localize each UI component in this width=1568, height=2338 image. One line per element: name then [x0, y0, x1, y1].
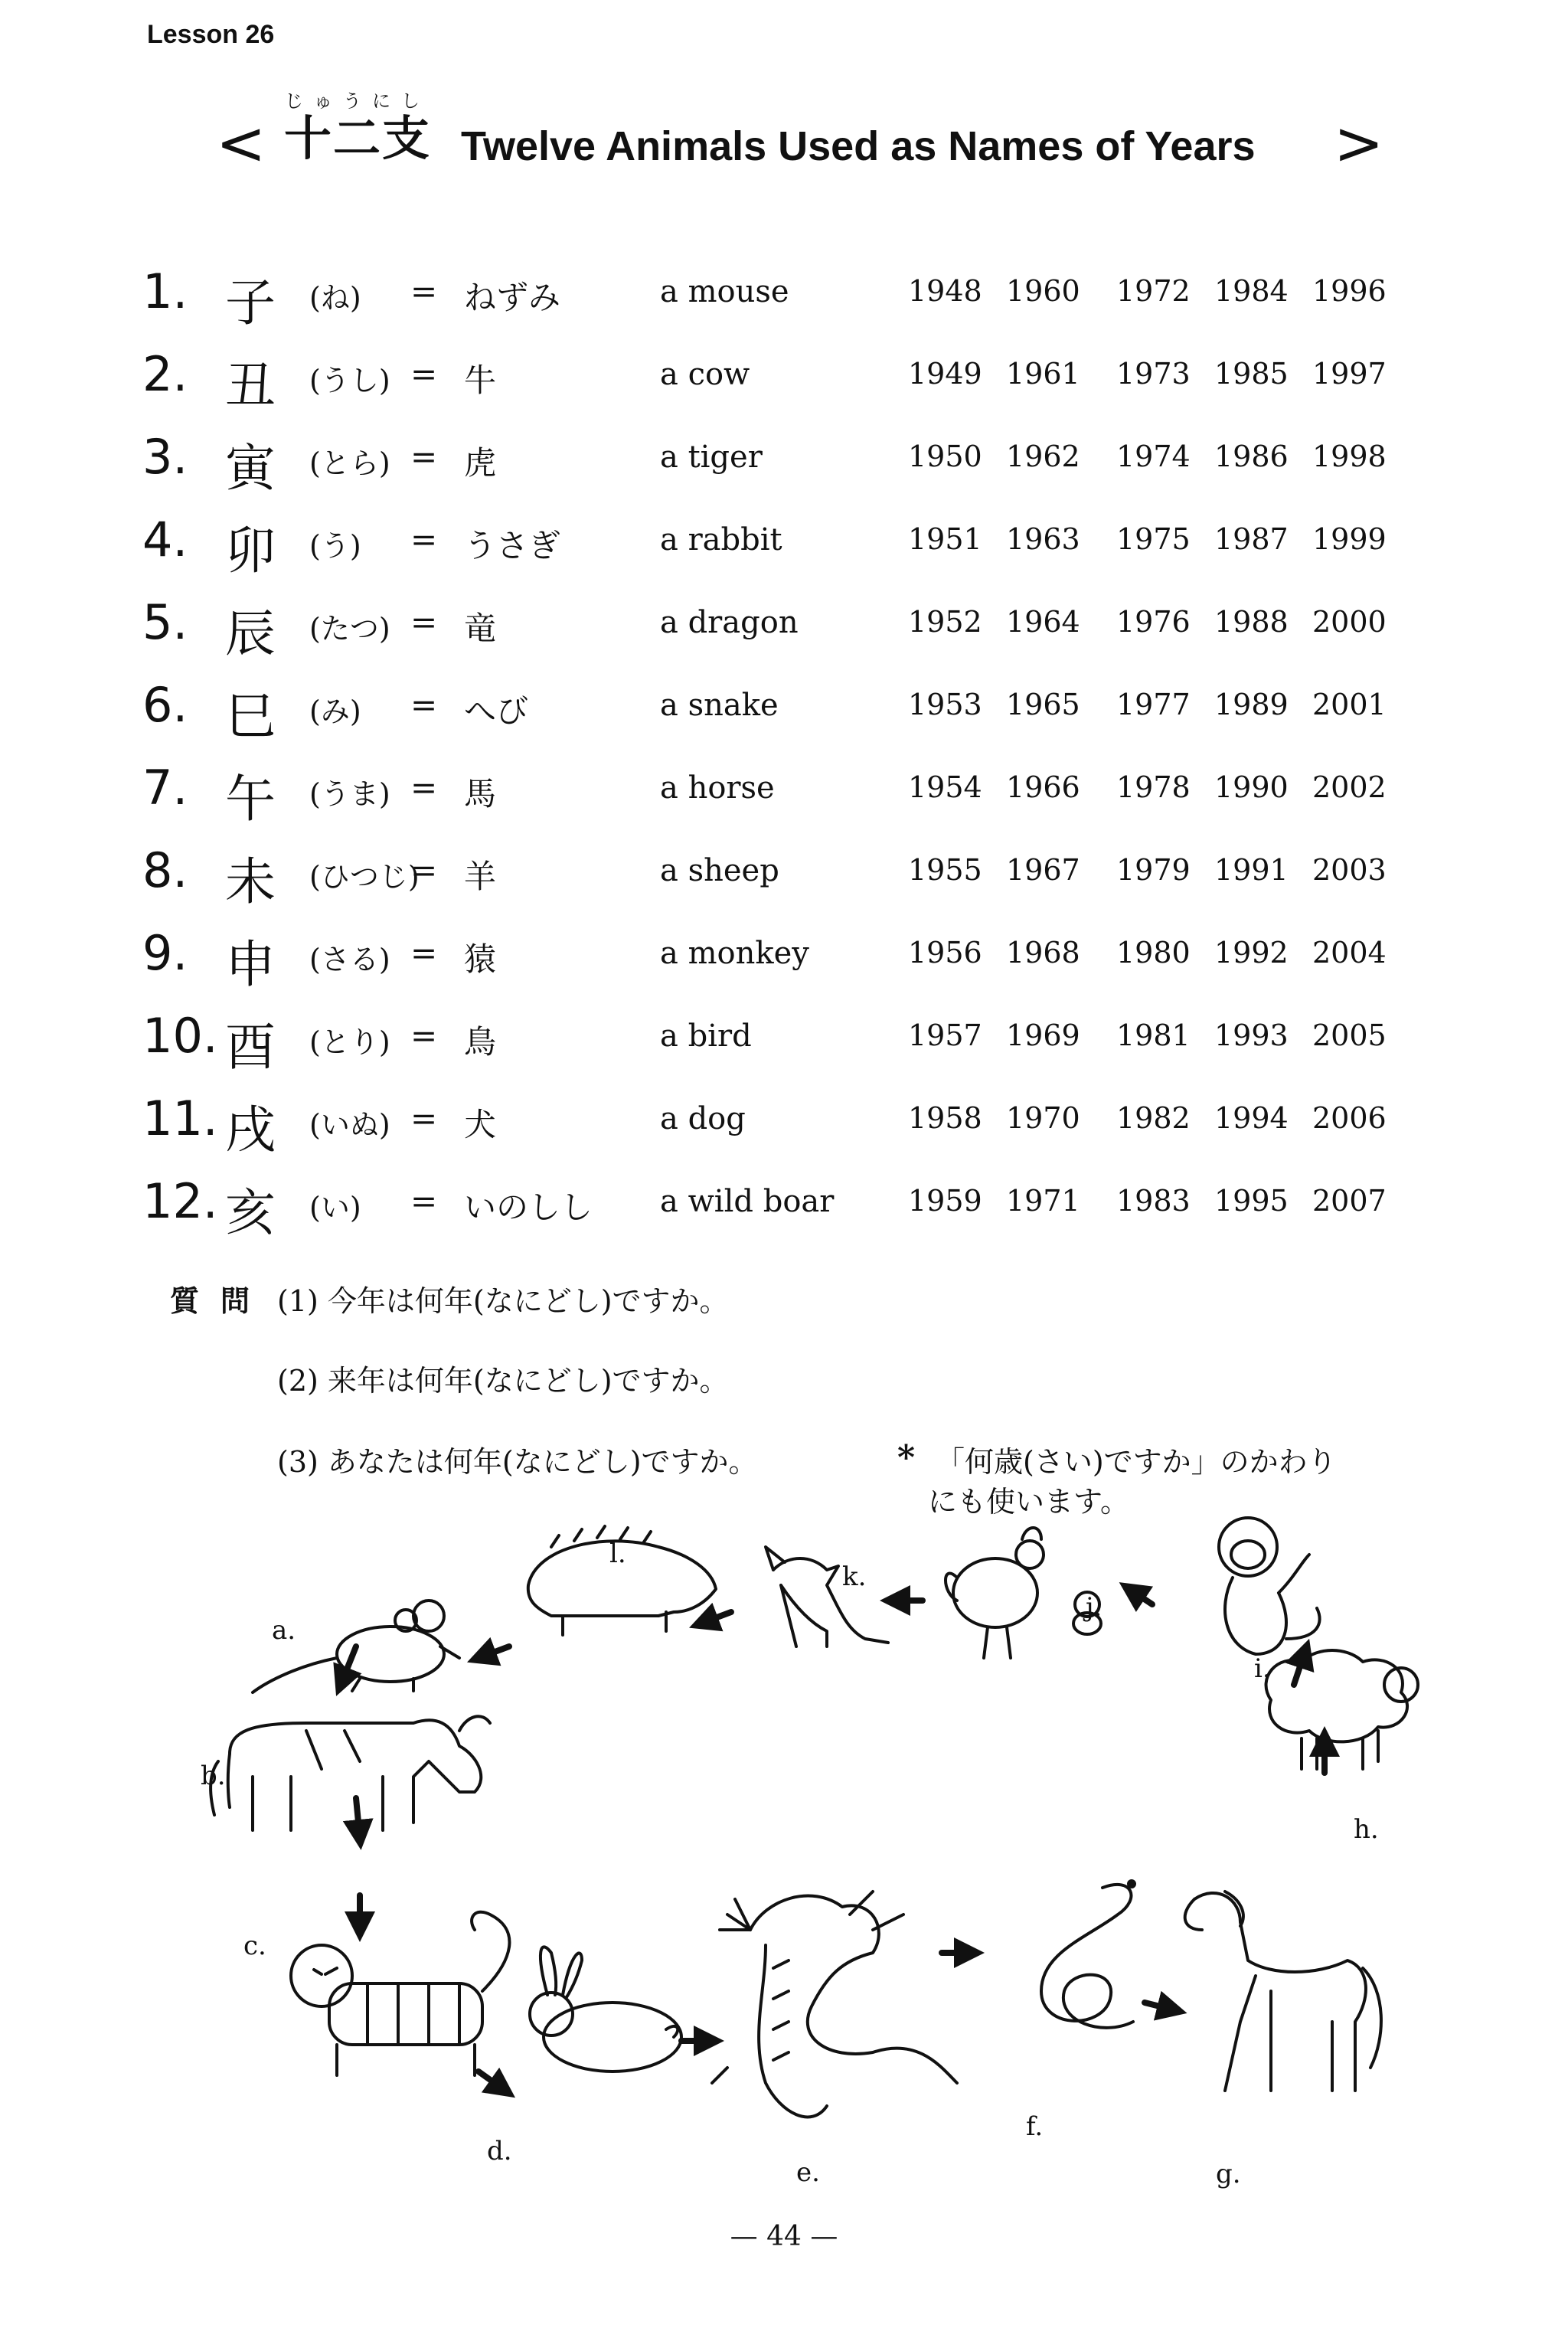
row-number: 5. [142, 594, 188, 650]
illus-label-k: k. [842, 1561, 867, 1592]
table-row [142, 505, 1398, 588]
english-name: a wild boar [660, 1184, 835, 1219]
dragon-drawing [712, 1892, 957, 2117]
year-cell: 1985 [1214, 357, 1289, 391]
year-cell: 1997 [1312, 357, 1387, 391]
year-cell: 2001 [1312, 688, 1387, 721]
kanji-reading: (いぬ) [309, 1108, 390, 1142]
illus-label-f: f. [1026, 2111, 1044, 2142]
horse-drawing [1185, 1892, 1381, 2091]
zodiac-kanji: 巳 [225, 687, 276, 746]
kanji-reading: (み) [309, 695, 361, 728]
year-cell: 1964 [1006, 605, 1080, 639]
illus-label-g: g. [1216, 2159, 1241, 2189]
row-number: 10. [142, 1008, 218, 1064]
year-cell: 1962 [1006, 440, 1080, 473]
year-cell: 1956 [908, 936, 982, 970]
zodiac-kanji: 戌 [225, 1100, 276, 1159]
english-name: a cow [660, 357, 750, 392]
zodiac-kanji: 卯 [225, 522, 276, 580]
japanese-word: 馬 [464, 775, 497, 813]
equals-sign: = [410, 1100, 438, 1137]
title-bracket-close: > [1334, 110, 1384, 178]
kanji-reading: (さる) [309, 943, 390, 976]
title-japanese [270, 90, 446, 165]
japanese-word: 竜 [464, 610, 497, 647]
row-number: 4. [142, 512, 188, 567]
english-name: a mouse [660, 274, 789, 309]
english-name: a dragon [660, 605, 799, 640]
table-row [142, 423, 1398, 505]
table-row [142, 671, 1398, 754]
year-cell: 1968 [1006, 936, 1080, 970]
zodiac-kanji: 酉 [225, 1018, 276, 1077]
row-number: 7. [142, 760, 188, 816]
zodiac-kanji: 申 [225, 935, 276, 994]
kanji-reading: (う) [309, 529, 361, 563]
japanese-word: 牛 [464, 361, 497, 399]
illus-label-l: l. [609, 1539, 626, 1569]
zodiac-cycle-illustration [0, 1501, 1568, 2206]
year-cell: 1984 [1214, 274, 1289, 308]
year-cell: 1952 [908, 605, 982, 639]
zodiac-table [142, 257, 1398, 1250]
equals-sign: = [410, 769, 438, 806]
english-name: a monkey [660, 936, 809, 971]
year-cell: 1955 [908, 853, 982, 887]
rabbit-drawing [530, 1947, 681, 2072]
row-number: 6. [142, 677, 188, 733]
zodiac-kanji: 丑 [225, 356, 276, 415]
year-cell: 1948 [908, 274, 982, 308]
japanese-word: 羊 [464, 858, 497, 895]
japanese-word: 鳥 [464, 1023, 497, 1061]
zodiac-kanji: 未 [225, 852, 276, 911]
zodiac-kanji: 寅 [225, 439, 276, 498]
illus-label-e: e. [796, 2157, 820, 2188]
japanese-word: へび [464, 692, 529, 730]
snake-drawing [1041, 1881, 1135, 2028]
row-number: 8. [142, 842, 188, 898]
year-cell: 2000 [1312, 605, 1387, 639]
table-row [142, 919, 1398, 1002]
year-cell: 1980 [1116, 936, 1191, 970]
equals-sign: = [410, 1182, 438, 1220]
illus-label-j: j. [1086, 1592, 1102, 1623]
table-row [142, 1002, 1398, 1084]
year-cell: 1988 [1214, 605, 1289, 639]
title-bracket-open: < [216, 110, 266, 178]
dog-drawing [766, 1547, 888, 1646]
english-name: a snake [660, 688, 779, 723]
year-cell: 2005 [1312, 1019, 1387, 1052]
table-row [142, 257, 1398, 340]
year-cell: 1979 [1116, 853, 1191, 887]
english-name: a rabbit [660, 522, 782, 558]
year-cell: 1959 [908, 1184, 982, 1218]
year-cell: 2003 [1312, 853, 1387, 887]
year-cell: 1986 [1214, 440, 1289, 473]
year-cell: 1965 [1006, 688, 1080, 721]
english-name: a tiger [660, 440, 763, 475]
table-row [142, 588, 1398, 671]
year-cell: 1949 [908, 357, 982, 391]
table-row [142, 754, 1398, 836]
zodiac-kanji: 午 [225, 770, 276, 829]
lesson-label: Lesson 26 [147, 20, 275, 49]
year-cell: 1990 [1214, 770, 1289, 804]
monkey-drawing [1219, 1518, 1320, 1654]
title-english: Twelve Animals Used as Names of Years [461, 123, 1256, 169]
english-name: a dog [660, 1101, 746, 1136]
year-cell: 1977 [1116, 688, 1191, 721]
equals-sign: = [410, 438, 438, 476]
row-number: 12. [142, 1173, 218, 1229]
illus-label-c: c. [243, 1931, 266, 1961]
year-cell: 1995 [1214, 1184, 1289, 1218]
zodiac-kanji: 辰 [225, 604, 276, 663]
year-cell: 1957 [908, 1019, 982, 1052]
year-cell: 1963 [1006, 522, 1080, 556]
japanese-word: いのしし [464, 1189, 593, 1226]
year-cell: 1987 [1214, 522, 1289, 556]
illus-label-d: d. [487, 2136, 512, 2166]
year-cell: 1981 [1116, 1019, 1191, 1052]
equals-sign: = [410, 852, 438, 889]
japanese-word: 犬 [464, 1106, 497, 1143]
illus-label-b: b. [201, 1761, 226, 1791]
kanji-reading: (い) [309, 1191, 361, 1225]
title-kanji: 十二支 [283, 110, 431, 166]
illus-label-h: h. [1354, 1814, 1379, 1845]
page-title [216, 90, 1410, 182]
row-number: 3. [142, 429, 188, 485]
year-cell: 1953 [908, 688, 982, 721]
table-row [142, 1167, 1398, 1250]
table-row [142, 836, 1398, 919]
kanji-reading: (とら) [309, 446, 390, 480]
year-cell: 1983 [1116, 1184, 1191, 1218]
year-cell: 1974 [1116, 440, 1191, 473]
equals-sign: = [410, 603, 438, 641]
equals-sign: = [410, 1017, 438, 1055]
row-number: 9. [142, 925, 188, 981]
year-cell: 1960 [1006, 274, 1080, 308]
year-cell: 2006 [1312, 1101, 1387, 1135]
year-cell: 1992 [1214, 936, 1289, 970]
zodiac-kanji: 子 [225, 273, 276, 332]
year-cell: 1961 [1006, 357, 1080, 391]
kanji-reading: (ね) [309, 281, 361, 315]
english-name: a bird [660, 1019, 752, 1054]
kanji-reading: (とり) [309, 1025, 390, 1059]
equals-sign: = [410, 521, 438, 558]
kanji-reading: (ひつじ) [309, 860, 420, 894]
year-cell: 1998 [1312, 440, 1387, 473]
note-line-1: 「何歳(さい)ですか」のかわり [936, 1445, 1337, 1479]
year-cell: 1989 [1214, 688, 1289, 721]
japanese-word: 虎 [464, 444, 497, 482]
equals-sign: = [410, 686, 438, 724]
year-cell: 1978 [1116, 770, 1191, 804]
year-cell: 1971 [1006, 1184, 1080, 1218]
page-number: — 44 — [730, 2221, 838, 2252]
sheep-drawing [1266, 1650, 1418, 1769]
equals-sign: = [410, 273, 438, 310]
japanese-word: 猿 [464, 940, 497, 978]
row-number: 11. [142, 1091, 218, 1146]
question-3: (3) あなたは何年(なにどし)ですか。 [277, 1445, 758, 1479]
cycle-arrows [341, 1589, 1325, 2091]
year-cell: 1969 [1006, 1019, 1080, 1052]
kanji-reading: (たつ) [309, 612, 390, 646]
questions-label: 質問 [170, 1283, 272, 1318]
year-cell: 1976 [1116, 605, 1191, 639]
year-cell: 1991 [1214, 853, 1289, 887]
table-row [142, 1084, 1398, 1167]
year-cell: 1970 [1006, 1101, 1080, 1135]
kanji-reading: (うま) [309, 777, 390, 811]
year-cell: 1950 [908, 440, 982, 473]
equals-sign: = [410, 355, 438, 393]
year-cell: 2004 [1312, 936, 1387, 970]
year-cell: 1999 [1312, 522, 1387, 556]
year-cell: 1972 [1116, 274, 1191, 308]
title-ruby: じゅうにし [285, 90, 430, 112]
row-number: 2. [142, 346, 188, 402]
year-cell: 1958 [908, 1101, 982, 1135]
year-cell: 1966 [1006, 770, 1080, 804]
illus-label-a: a. [272, 1615, 296, 1646]
year-cell: 1975 [1116, 522, 1191, 556]
english-name: a horse [660, 770, 775, 806]
year-cell: 2002 [1312, 770, 1387, 804]
rooster-drawing [946, 1528, 1101, 1658]
illus-label-i: i. [1254, 1653, 1271, 1684]
year-cell: 1982 [1116, 1101, 1191, 1135]
cow-drawing [211, 1716, 490, 1830]
question-1: (1) 今年は何年(なにどし)ですか。 [277, 1284, 729, 1318]
year-cell: 1996 [1312, 274, 1387, 308]
tiger-drawing [291, 1912, 509, 2075]
table-row [142, 340, 1398, 423]
zodiac-kanji: 亥 [225, 1183, 276, 1242]
year-cell: 1994 [1214, 1101, 1289, 1135]
kanji-reading: (うし) [309, 364, 390, 397]
japanese-word: ねずみ [464, 279, 561, 316]
note-line-2: にも使います。 [928, 1485, 1129, 1519]
year-cell: 1973 [1116, 357, 1191, 391]
year-cell: 1951 [908, 522, 982, 556]
english-name: a sheep [660, 853, 779, 888]
japanese-word: うさぎ [464, 527, 561, 564]
equals-sign: = [410, 934, 438, 972]
year-cell: 1954 [908, 770, 982, 804]
year-cell: 2007 [1312, 1184, 1387, 1218]
year-cell: 1967 [1006, 853, 1080, 887]
row-number: 1. [142, 263, 188, 319]
question-2: (2) 来年は何年(なにどし)ですか。 [277, 1364, 729, 1398]
year-cell: 1993 [1214, 1019, 1289, 1052]
note-asterisk: * [897, 1438, 916, 1477]
